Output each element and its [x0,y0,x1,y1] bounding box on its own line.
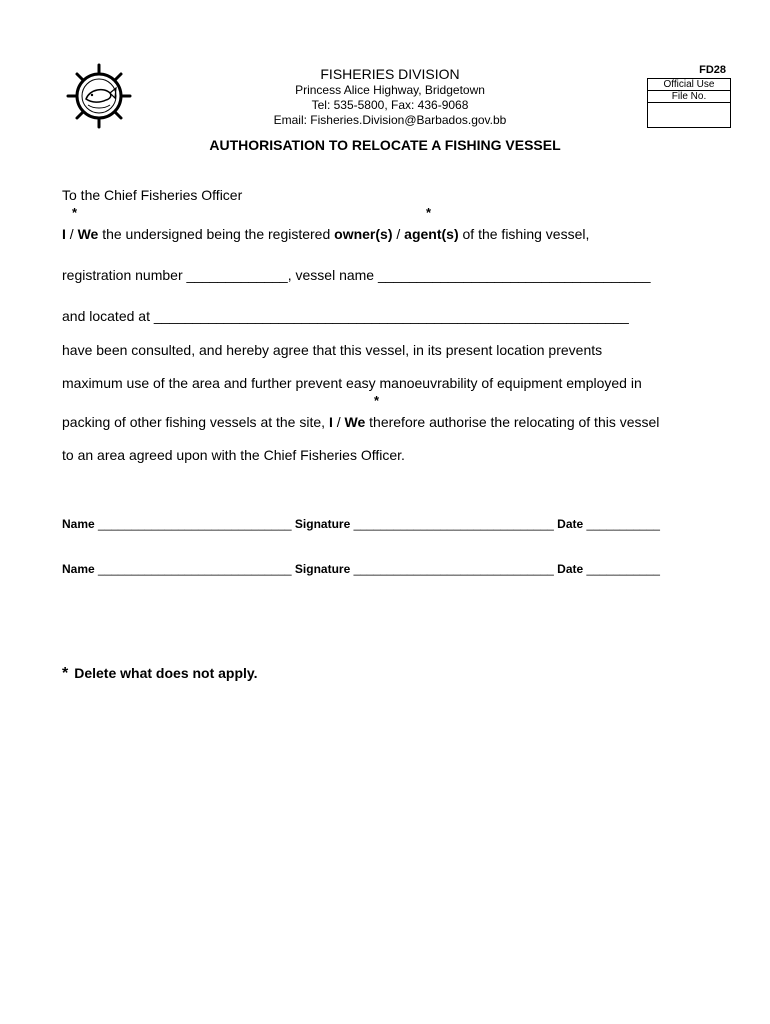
location-line[interactable]: and located at _____________________________________________________________ [62,308,629,324]
file-number-field[interactable] [648,103,730,129]
name-label: Name [62,517,95,531]
signature-label: Signature [294,562,351,576]
name-field[interactable]: _____________________________ [98,562,292,576]
declaration-text: the undersigned being the registered [98,226,335,242]
date-field[interactable]: ___________ [586,562,660,576]
date-label: Date [557,562,584,576]
salutation: To the Chief Fisheries Officer [62,187,243,203]
separator: / [65,226,78,242]
organization-address: Princess Alice Highway, Bridgetown [295,83,485,97]
body-text: therefore authorise the relocating of this vessel [365,414,660,430]
organization-name: FISHERIES DIVISION [320,66,460,82]
separator: / [332,414,345,430]
body-line-6 [62,414,659,430]
name-field[interactable]: _____________________________ [98,517,292,531]
footnote-text: Delete what does not apply. [74,665,258,681]
fisheries-logo-icon [66,63,132,129]
registration-vessel-line[interactable]: registration number _____________, vessel name ___________________________________ [62,267,651,283]
pronoun-i: I [328,414,333,430]
file-number-label: File No. [648,91,730,103]
declaration-line-1 [62,226,589,242]
footnote-asterisk: * [62,665,69,682]
official-use-box [647,78,731,128]
asterisk-mark: * [426,205,432,220]
pronoun-i: I [62,226,66,242]
asterisk-mark: * [374,393,380,408]
date-field[interactable]: ___________ [586,517,660,531]
signature-field[interactable]: ______________________________ [353,517,554,531]
owner-option: owner(s) [334,226,393,242]
declaration-text: of the fishing vessel, [458,226,590,242]
body-text: packing of other fishing vessels at the site, [62,414,329,430]
official-use-label: Official Use [648,79,730,91]
form-code: FD28 [699,64,726,76]
body-line-7: to an area agreed upon with the Chief Fisheries Officer. [62,447,405,463]
signature-field[interactable]: ______________________________ [353,562,554,576]
date-label: Date [557,517,584,531]
signature-label: Signature [294,517,351,531]
organization-phone: Tel: 535-5800, Fax: 436-9068 [311,98,469,112]
pronoun-we: We [344,414,366,430]
signature-row-1 [62,517,660,531]
pronoun-we: We [77,226,99,242]
form-title: AUTHORISATION TO RELOCATE A FISHING VESSEL [209,137,561,153]
body-line-5: maximum use of the area and further prevent easy manoeuvrability of equipment employed in [62,375,642,391]
organization-email: Email: Fisheries.Division@Barbados.gov.bb [273,113,507,127]
footnote [62,665,258,683]
body-line-4: have been consulted, and hereby agree that this vessel, in its present location prevents [62,342,603,358]
name-label: Name [62,562,95,576]
signature-row-2 [62,562,660,576]
asterisk-mark: * [72,205,78,220]
separator: / [392,226,405,242]
agent-option: agent(s) [404,226,459,242]
